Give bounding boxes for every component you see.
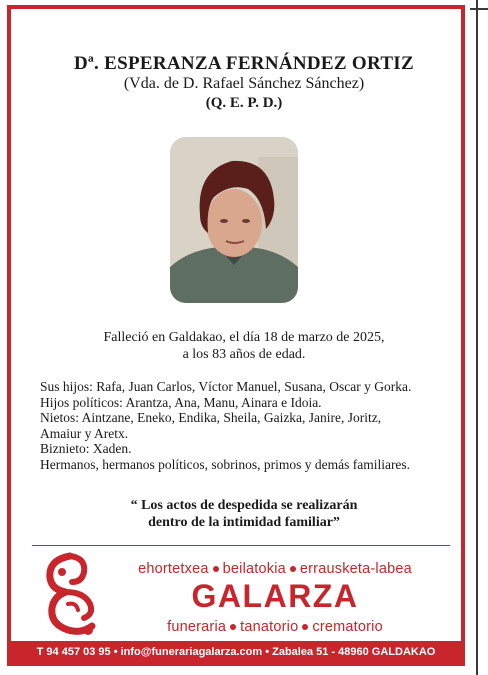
service-item: errausketa-labea <box>299 561 412 577</box>
family-line: Nietos: Aintzane, Eneko, Endika, Sheila, Gaizka, Janire, Joritz, <box>40 410 382 426</box>
bullet-icon <box>213 566 219 572</box>
services-basque <box>110 561 440 577</box>
service-item: beilatokia <box>222 561 286 577</box>
brand-name: GALARZA <box>191 578 359 614</box>
farewell-notice <box>0 497 488 531</box>
service-item: tanatorio <box>240 619 299 635</box>
portrait-photo <box>170 137 298 303</box>
bullet-icon <box>290 566 296 572</box>
service-item: crematorio <box>312 619 383 635</box>
service-item: funeraria <box>167 619 227 635</box>
family-line: Amaiur y Aretx. <box>40 425 129 441</box>
widow-of: (Vda. de D. Rafael Sánchez Sánchez) <box>123 75 365 92</box>
bullet-icon <box>302 624 308 630</box>
deceased-name <box>0 53 488 75</box>
family-line: Biznieto: Xaden. <box>40 441 132 457</box>
family-line: Sus hijos: Rafa, Juan Carlos, Víctor Manuel, Susana, Oscar y Gorka. <box>40 379 412 394</box>
name-text: ESPERANZA FERNÁNDEZ ORTIZ <box>104 53 414 74</box>
services-spanish <box>110 619 440 635</box>
family-list <box>40 379 460 473</box>
notice-line-1: “ Los actos de despedida se realizarán <box>130 498 358 513</box>
death-line-2: a los 83 años de edad. <box>182 347 306 362</box>
bullet-icon <box>230 624 236 630</box>
rip-text: (Q. E. P. D.) <box>205 95 283 111</box>
family-line: Hijos políticos: Arantza, Ana, Manu, Ainara e Idoia. <box>40 394 322 410</box>
contact-footer: T 94 457 03 95 • info@funerariagalarza.com • Zabalea 51 - 48960 GALDAKAO <box>11 641 461 663</box>
divider <box>32 545 450 546</box>
death-notice <box>0 329 488 363</box>
death-line-1: Falleció en Galdakao, el día 18 de marzo de 2025, <box>103 330 385 345</box>
galarza-logo-icon <box>40 552 106 636</box>
family-line: Hermanos, hermanos políticos, sobrinos, primos y demás familiares. <box>40 456 411 472</box>
scan-edge-line-top <box>470 8 488 10</box>
service-item: ehortetxea <box>138 561 209 577</box>
notice-line-2: dentro de la intimidad familiar” <box>148 515 340 530</box>
name-prefix: Dª. <box>74 53 100 74</box>
